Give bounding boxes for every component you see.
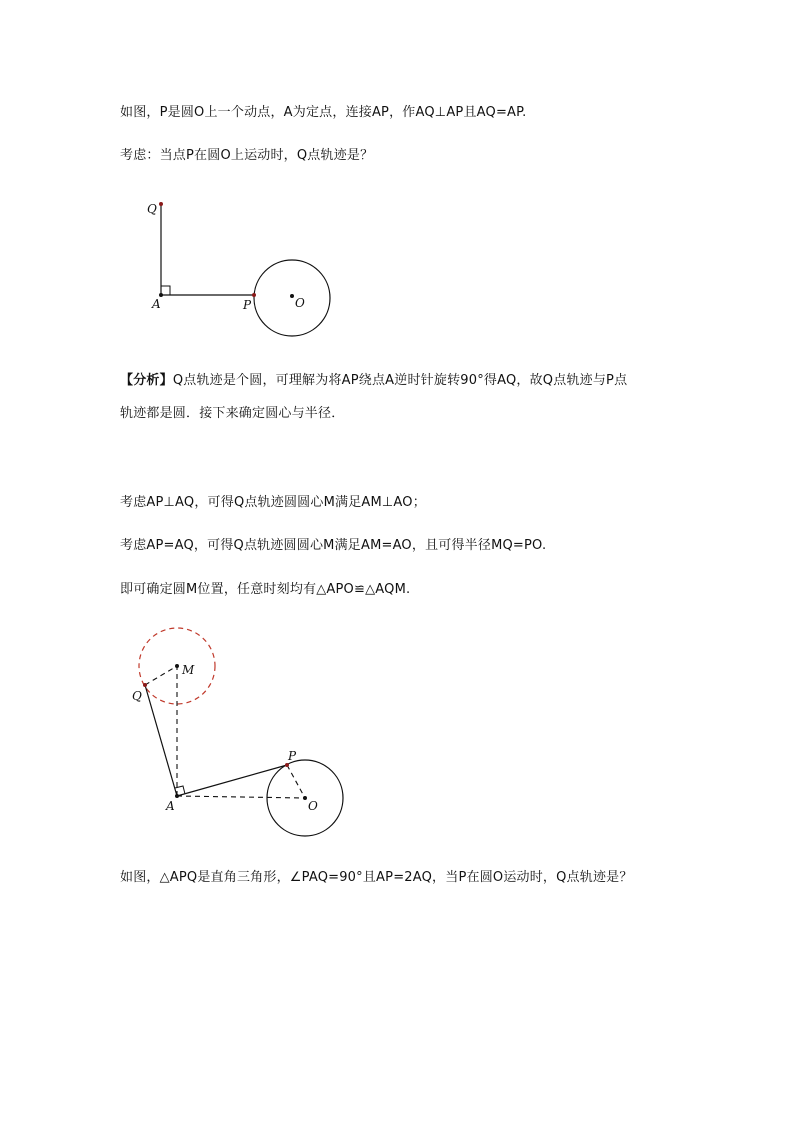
segment-ap [177, 765, 287, 796]
segment-qm-dashed [145, 666, 177, 685]
figure-1-diagram [140, 195, 340, 345]
point-p [252, 293, 256, 297]
point-a [175, 794, 179, 798]
conclusion: 即可确定圆M位置，任意时刻均有△APO≌△AQM. [120, 582, 411, 597]
analysis-text-1: Q点轨迹是个圆，可理解为将AP绕点A逆时针旋转90°得AQ，故Q点轨迹与P点 [172, 373, 628, 388]
point-o [303, 796, 307, 800]
segment-aq [145, 685, 177, 796]
label-m: M [182, 663, 195, 677]
point-p [285, 763, 289, 767]
analysis-line-1 [120, 372, 627, 390]
problem-statement: 如图，P是圆O上一个动点，A为定点，连接AP，作AQ⊥AP且AQ=AP. [120, 105, 527, 120]
consider-perpendicular: 考虑AP⊥AQ，可得Q点轨迹圆圆心M满足AM⊥AO； [120, 495, 426, 510]
point-q [159, 202, 163, 206]
label-o: O [308, 799, 318, 813]
label-a: A [152, 297, 161, 311]
point-q [143, 683, 147, 687]
analysis-tag: 【分析】 [120, 373, 173, 388]
label-p: P [288, 749, 297, 763]
consider-equal: 考虑AP=AQ，可得Q点轨迹圆圆心M满足AM=AO，且可得半径MQ=PO. [120, 538, 547, 553]
point-o [290, 294, 294, 298]
analysis-line-2: 轨迹都是圆．接下来确定圆心与半径． [120, 406, 345, 421]
segment-ao-dashed [177, 796, 305, 798]
label-p: P [243, 298, 252, 312]
figure-2-diagram [125, 620, 355, 850]
label-q: Q [132, 689, 142, 703]
label-o: O [295, 296, 305, 310]
point-m [175, 664, 179, 668]
question-1: 考虑：当点P在圆O上运动时，Q点轨迹是？ [120, 148, 374, 163]
new-problem: 如图，△APQ是直角三角形，∠PAQ=90°且AP=2AQ，当P在圆O运动时，Q点轨迹是？ [120, 870, 633, 885]
label-q: Q [147, 202, 157, 216]
segment-po-dashed [287, 765, 305, 798]
label-a: A [166, 799, 175, 813]
